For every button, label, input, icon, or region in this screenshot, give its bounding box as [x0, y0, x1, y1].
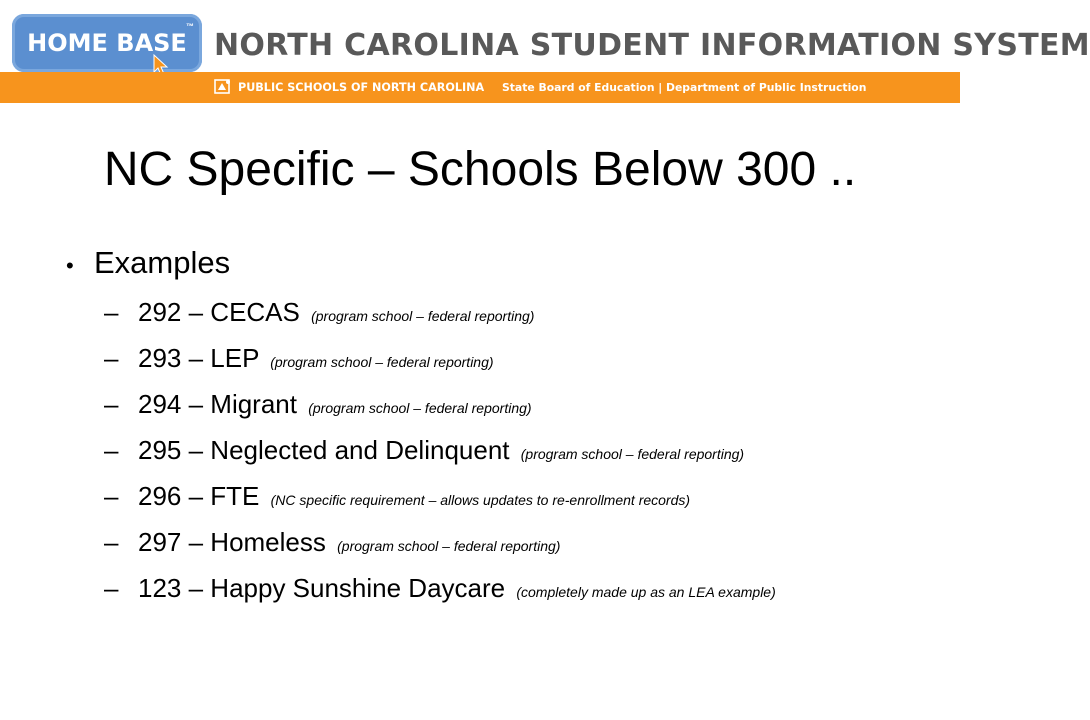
board-label: State Board of Education | Department of Public Instruction [502, 81, 867, 94]
list-item [104, 481, 954, 527]
system-title: NORTH CAROLINA STUDENT INFORMATION SYSTEM [214, 28, 1090, 63]
list-item [104, 573, 954, 619]
item-note: (program school – federal reporting) [270, 354, 494, 370]
header-banner [0, 0, 1090, 103]
home-base-logo [12, 14, 202, 72]
examples-list [104, 297, 954, 619]
item-note: (program school – federal reporting) [337, 538, 561, 554]
item-code: 292 – CECAS [138, 297, 300, 327]
list-item [104, 343, 954, 389]
item-code: 297 – Homeless [138, 527, 326, 557]
item-code: 294 – Migrant [138, 389, 297, 419]
item-code: 295 – Neglected and Delinquent [138, 435, 510, 465]
item-code: 293 – LEP [138, 343, 259, 373]
dash: – [104, 389, 119, 419]
item-note: (completely made up as an LEA example) [516, 584, 776, 600]
list-item [104, 389, 954, 435]
item-note: (NC specific requirement – allows updates to re-enrollment records) [270, 492, 691, 508]
dash: – [104, 343, 119, 373]
item-note: (program school – federal reporting) [308, 400, 532, 416]
logo-text: HOME BASE [27, 29, 187, 57]
item-code: 296 – FTE [138, 481, 260, 511]
dash: – [104, 435, 119, 465]
list-item [104, 527, 954, 573]
list-item [104, 297, 954, 343]
dash: – [104, 573, 119, 603]
item-code: 123 – Happy Sunshine Daycare [138, 573, 506, 603]
state-seal-icon [214, 78, 232, 96]
item-note: (program school – federal reporting) [520, 446, 745, 462]
slide-title: NC Specific – Schools Below 300 .. [103, 143, 857, 196]
list-item [104, 435, 954, 481]
logo-trademark: ™ [186, 22, 194, 31]
bullet-dot: • [66, 253, 74, 278]
dash: – [104, 527, 119, 557]
dash: – [104, 481, 119, 511]
dash: – [104, 297, 119, 327]
item-note: (program school – federal reporting) [311, 308, 535, 324]
bullet-label: Examples [94, 245, 231, 280]
public-schools-label: PUBLIC SCHOOLS OF NORTH CAROLINA [238, 81, 485, 94]
